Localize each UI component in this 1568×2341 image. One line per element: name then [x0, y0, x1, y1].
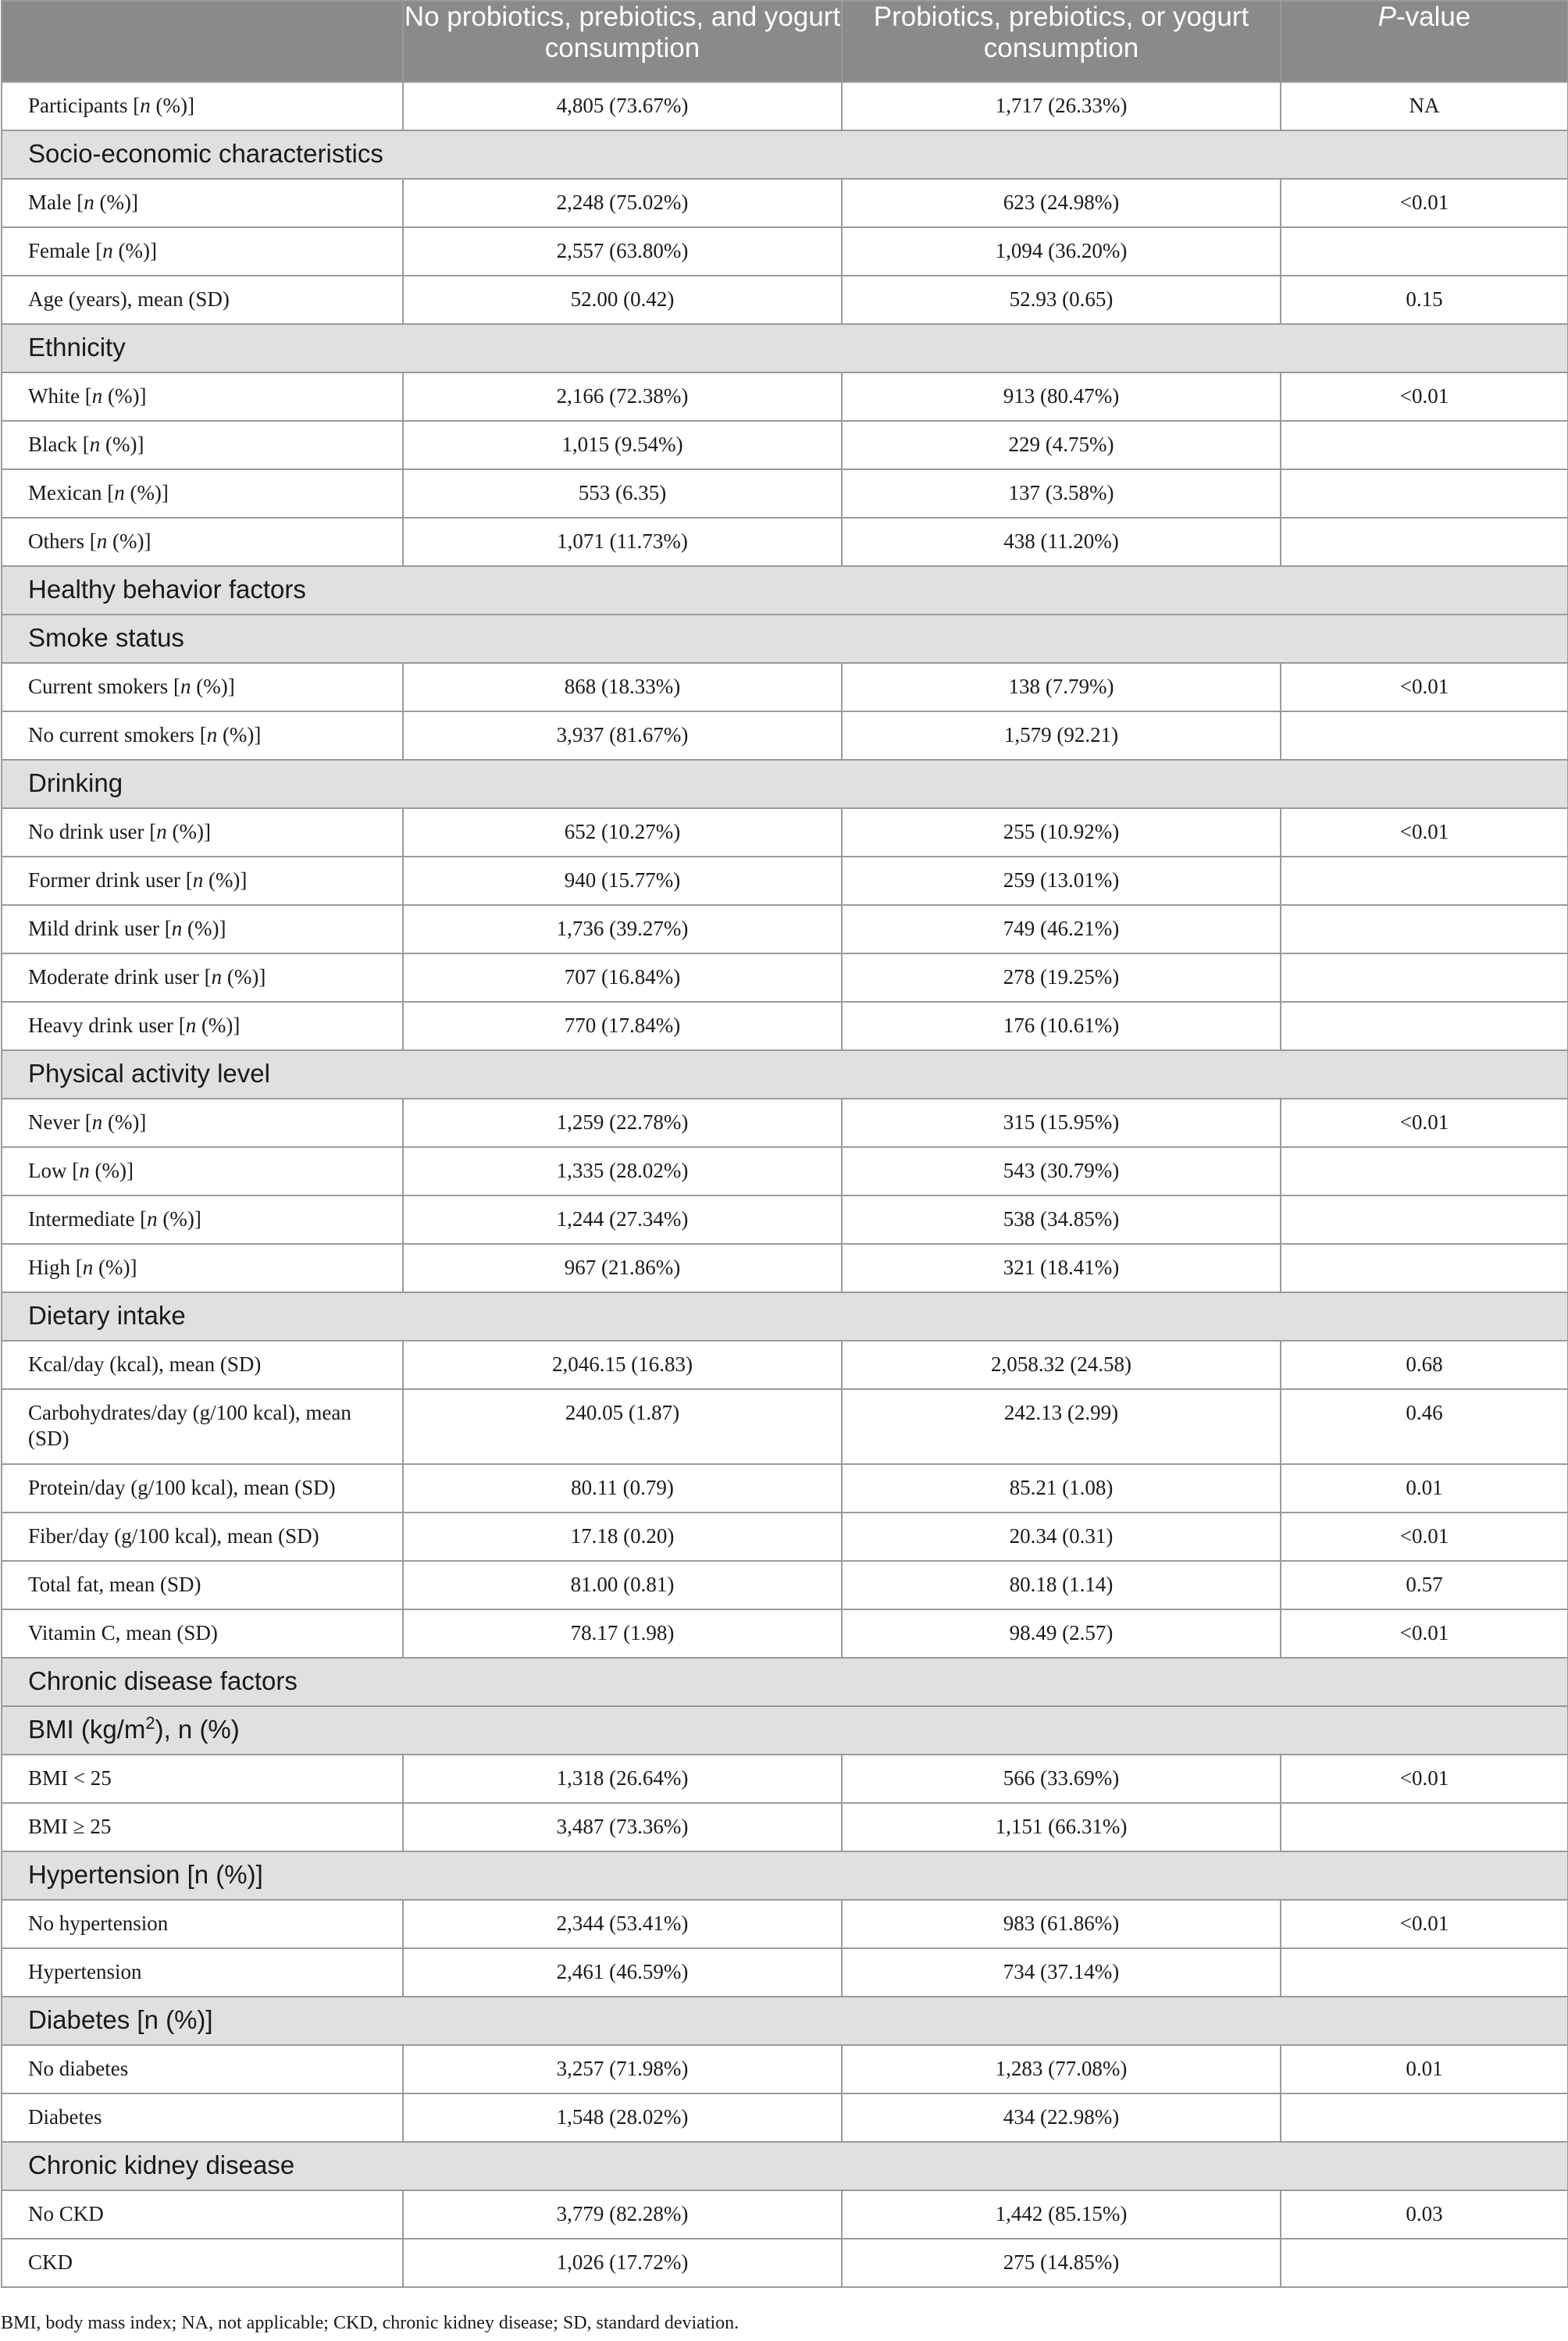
- row-label: Moderate drink user [n (%)]: [2, 953, 403, 1002]
- table-row: [2, 82, 1568, 130]
- table-row: [2, 857, 1568, 905]
- table-row: [2, 1389, 1568, 1464]
- cell-probiotics: 1,151 (66.31%): [842, 1803, 1281, 1851]
- table-row: [2, 1341, 1568, 1389]
- table-footnote: BMI, body mass index; NA, not applicable; CKD, chronic kidney disease; SD, standard deviation.: [1, 2313, 739, 2333]
- table-row: [2, 1195, 1568, 1244]
- cell-probiotics: 20.34 (0.31): [842, 1513, 1281, 1561]
- cell-p-value: [1281, 518, 1568, 566]
- cell-no-probiotics: 4,805 (73.67%): [403, 82, 842, 130]
- cell-p-value: 0.01: [1281, 2045, 1568, 2093]
- cell-probiotics: 176 (10.61%): [842, 1002, 1281, 1050]
- section-heading: Healthy behavior factors: [2, 566, 1568, 615]
- cell-probiotics: 275 (14.85%): [842, 2239, 1281, 2287]
- section-heading: Dietary intake: [2, 1292, 1568, 1341]
- table-row: [2, 1561, 1568, 1609]
- cell-p-value: [1281, 857, 1568, 905]
- cell-p-value: [1281, 953, 1568, 1002]
- cell-no-probiotics: 52.00 (0.42): [403, 276, 842, 324]
- section-heading: BMI $(kg/m^2)$, n (%): [2, 1706, 1568, 1755]
- cell-p-value: <0.01: [1281, 1900, 1568, 1948]
- cell-probiotics: 983 (61.86%): [842, 1900, 1281, 1948]
- row-label: Heavy drink user [n (%)]: [2, 1002, 403, 1050]
- cell-no-probiotics: 707 (16.84%): [403, 953, 842, 1002]
- table-row: [2, 1755, 1568, 1803]
- cell-probiotics: 1,094 (36.20%): [842, 227, 1281, 276]
- section-heading: Physical activity level: [2, 1050, 1568, 1099]
- cell-no-probiotics: 2,344 (53.41%): [403, 1900, 842, 1948]
- cell-no-probiotics: 1,071 (11.73%): [403, 518, 842, 566]
- cell-p-value: [1281, 2239, 1568, 2287]
- table-row: [2, 2045, 1568, 2093]
- row-label: Participants [n (%)]: [2, 82, 403, 130]
- cell-probiotics: 138 (7.79%): [842, 663, 1281, 711]
- cell-p-value: [1281, 905, 1568, 953]
- cell-no-probiotics: 1,259 (22.78%): [403, 1099, 842, 1147]
- table-row: [2, 1147, 1568, 1195]
- cell-no-probiotics: 652 (10.27%): [403, 808, 842, 857]
- cell-no-probiotics: 967 (21.86%): [403, 1244, 842, 1292]
- cell-p-value: [1281, 421, 1568, 469]
- section-row: [2, 1851, 1568, 1900]
- row-label: CKD: [2, 2239, 403, 2287]
- cell-probiotics: 1,442 (85.15%): [842, 2190, 1281, 2239]
- cell-p-value: <0.01: [1281, 1513, 1568, 1561]
- row-label: No current smokers [n (%)]: [2, 711, 403, 760]
- row-label: No hypertension: [2, 1900, 403, 1948]
- cell-probiotics: 1,717 (26.33%): [842, 82, 1281, 130]
- table-row: [2, 663, 1568, 711]
- cell-probiotics: 623 (24.98%): [842, 179, 1281, 227]
- cell-p-value: 0.46: [1281, 1389, 1568, 1464]
- cell-p-value: [1281, 1803, 1568, 1851]
- cell-no-probiotics: 3,779 (82.28%): [403, 2190, 842, 2239]
- header-probiotics: Probiotics, prebiotics, or yogurt consumption: [842, 1, 1281, 82]
- cell-probiotics: 52.93 (0.65): [842, 276, 1281, 324]
- cell-probiotics: 913 (80.47%): [842, 372, 1281, 421]
- table-row: [2, 711, 1568, 760]
- cell-probiotics: 321 (18.41%): [842, 1244, 1281, 1292]
- cell-probiotics: 229 (4.75%): [842, 421, 1281, 469]
- section-row: [2, 1658, 1568, 1706]
- row-label: High [n (%)]: [2, 1244, 403, 1292]
- cell-p-value: 0.15: [1281, 276, 1568, 324]
- table-row: [2, 469, 1568, 518]
- cell-no-probiotics: 81.00 (0.81): [403, 1561, 842, 1609]
- cell-no-probiotics: 3,487 (73.36%): [403, 1803, 842, 1851]
- cell-no-probiotics: 1,244 (27.34%): [403, 1195, 842, 1244]
- cell-no-probiotics: 770 (17.84%): [403, 1002, 842, 1050]
- row-label: Current smokers [n (%)]: [2, 663, 403, 711]
- table-row: [2, 2239, 1568, 2287]
- row-label: No CKD: [2, 2190, 403, 2239]
- section-heading: Chronic disease factors: [2, 1658, 1568, 1706]
- cell-probiotics: 137 (3.58%): [842, 469, 1281, 518]
- cell-probiotics: 566 (33.69%): [842, 1755, 1281, 1803]
- row-label: Mild drink user [n (%)]: [2, 905, 403, 953]
- table-row: [2, 1900, 1568, 1948]
- row-label: Carbohydrates/day (g/100 kcal), mean (SD): [2, 1389, 403, 1464]
- cell-p-value: [1281, 2093, 1568, 2142]
- table-row: [2, 1464, 1568, 1513]
- cell-probiotics: 434 (22.98%): [842, 2093, 1281, 2142]
- cell-no-probiotics: 2,166 (72.38%): [403, 372, 842, 421]
- table-row: [2, 421, 1568, 469]
- row-label: Age (years), mean (SD): [2, 276, 403, 324]
- row-label: Hypertension: [2, 1948, 403, 1997]
- cell-no-probiotics: 240.05 (1.87): [403, 1389, 842, 1464]
- cell-p-value: 0.57: [1281, 1561, 1568, 1609]
- cell-p-value: 0.01: [1281, 1464, 1568, 1513]
- header-row: [2, 1, 1568, 82]
- cell-probiotics: 242.13 (2.99): [842, 1389, 1281, 1464]
- row-label: Low [n (%)]: [2, 1147, 403, 1195]
- table-row: [2, 276, 1568, 324]
- cell-no-probiotics: 1,736 (39.27%): [403, 905, 842, 953]
- row-label: Fiber/day (g/100 kcal), mean (SD): [2, 1513, 403, 1561]
- cell-no-probiotics: 2,248 (75.02%): [403, 179, 842, 227]
- cell-p-value: [1281, 1948, 1568, 1997]
- row-label: Diabetes: [2, 2093, 403, 2142]
- cell-no-probiotics: 1,026 (17.72%): [403, 2239, 842, 2287]
- table-row: [2, 1609, 1568, 1658]
- table-row: [2, 808, 1568, 857]
- cell-p-value: <0.01: [1281, 1609, 1568, 1658]
- cell-probiotics: 734 (37.14%): [842, 1948, 1281, 1997]
- row-label: Mexican [n (%)]: [2, 469, 403, 518]
- table-row: [2, 1244, 1568, 1292]
- cell-p-value: NA: [1281, 82, 1568, 130]
- cell-no-probiotics: 2,557 (63.80%): [403, 227, 842, 276]
- cell-no-probiotics: 1,015 (9.54%): [403, 421, 842, 469]
- header-no-probiotics: No probiotics, prebiotics, and yogurt consumption: [403, 1, 842, 82]
- cell-p-value: <0.01: [1281, 808, 1568, 857]
- row-label: Intermediate [n (%)]: [2, 1195, 403, 1244]
- cell-no-probiotics: 868 (18.33%): [403, 663, 842, 711]
- cell-no-probiotics: 80.11 (0.79): [403, 1464, 842, 1513]
- row-label: Vitamin C, mean (SD): [2, 1609, 403, 1658]
- table-row: [2, 1803, 1568, 1851]
- cell-p-value: 0.68: [1281, 1341, 1568, 1389]
- cell-probiotics: 85.21 (1.08): [842, 1464, 1281, 1513]
- table-row: [2, 2093, 1568, 2142]
- cell-p-value: <0.01: [1281, 1099, 1568, 1147]
- section-row: [2, 566, 1568, 615]
- section-row: [2, 1997, 1568, 2045]
- row-label: BMI < 25: [2, 1755, 403, 1803]
- cell-no-probiotics: 2,461 (46.59%): [403, 1948, 842, 1997]
- cell-no-probiotics: 3,257 (71.98%): [403, 2045, 842, 2093]
- cell-p-value: [1281, 1244, 1568, 1292]
- header-p-italic: P: [1377, 2, 1397, 32]
- section-row: [2, 1292, 1568, 1341]
- section-row: [2, 1706, 1568, 1755]
- row-label: Protein/day (g/100 kcal), mean (SD): [2, 1464, 403, 1513]
- row-label: Former drink user [n (%)]: [2, 857, 403, 905]
- row-label: Total fat, mean (SD): [2, 1561, 403, 1609]
- table-row: [2, 905, 1568, 953]
- cell-no-probiotics: 17.18 (0.20): [403, 1513, 842, 1561]
- table-row: [2, 1002, 1568, 1050]
- section-heading: Smoke status: [2, 615, 1568, 663]
- table-row: [2, 1948, 1568, 1997]
- cell-p-value: 0.03: [1281, 2190, 1568, 2239]
- cell-p-value: [1281, 227, 1568, 276]
- cell-no-probiotics: 1,335 (28.02%): [403, 1147, 842, 1195]
- row-label: Never [n (%)]: [2, 1099, 403, 1147]
- row-label: BMI ≥ 25: [2, 1803, 403, 1851]
- cell-no-probiotics: 2,046.15 (16.83): [403, 1341, 842, 1389]
- section-heading: Drinking: [2, 760, 1568, 808]
- cell-no-probiotics: 940 (15.77%): [403, 857, 842, 905]
- row-label: Male [n (%)]: [2, 179, 403, 227]
- cell-probiotics: 538 (34.85%): [842, 1195, 1281, 1244]
- cell-probiotics: 80.18 (1.14): [842, 1561, 1281, 1609]
- characteristics-table: [1, 0, 1568, 2288]
- cell-p-value: <0.01: [1281, 1755, 1568, 1803]
- table-row: [2, 227, 1568, 276]
- section-row: [2, 760, 1568, 808]
- table-row: [2, 1513, 1568, 1561]
- header-variable: [2, 1, 403, 82]
- cell-no-probiotics: 3,937 (81.67%): [403, 711, 842, 760]
- cell-p-value: <0.01: [1281, 372, 1568, 421]
- cell-probiotics: 1,283 (77.08%): [842, 2045, 1281, 2093]
- cell-probiotics: 749 (46.21%): [842, 905, 1281, 953]
- table-body: [2, 82, 1568, 2287]
- cell-probiotics: 2,058.32 (24.58): [842, 1341, 1281, 1389]
- row-label: Kcal/day (kcal), mean (SD): [2, 1341, 403, 1389]
- section-heading: Diabetes [n (%)]: [2, 1997, 1568, 2045]
- row-label: Black [n (%)]: [2, 421, 403, 469]
- row-label: No diabetes: [2, 2045, 403, 2093]
- cell-probiotics: 438 (11.20%): [842, 518, 1281, 566]
- section-row: [2, 2142, 1568, 2190]
- cell-probiotics: 1,579 (92.21): [842, 711, 1281, 760]
- cell-probiotics: 98.49 (2.57): [842, 1609, 1281, 1658]
- section-row: [2, 324, 1568, 372]
- table-row: [2, 2190, 1568, 2239]
- cell-probiotics: 259 (13.01%): [842, 857, 1281, 905]
- row-label: White [n (%)]: [2, 372, 403, 421]
- cell-p-value: [1281, 1002, 1568, 1050]
- row-label: No drink user [n (%)]: [2, 808, 403, 857]
- table-row: [2, 179, 1568, 227]
- section-row: [2, 130, 1568, 179]
- table-row: [2, 1099, 1568, 1147]
- cell-p-value: [1281, 1147, 1568, 1195]
- cell-probiotics: 255 (10.92%): [842, 808, 1281, 857]
- cell-probiotics: 278 (19.25%): [842, 953, 1281, 1002]
- cell-p-value: [1281, 711, 1568, 760]
- row-label: Female [n (%)]: [2, 227, 403, 276]
- table-row: [2, 518, 1568, 566]
- header-p-value: [1281, 1, 1568, 82]
- cell-p-value: <0.01: [1281, 663, 1568, 711]
- section-heading: Chronic kidney disease: [2, 2142, 1568, 2190]
- cell-probiotics: 315 (15.95%): [842, 1099, 1281, 1147]
- table-row: [2, 953, 1568, 1002]
- cell-no-probiotics: 1,318 (26.64%): [403, 1755, 842, 1803]
- section-heading: Hypertension [n (%)]: [2, 1851, 1568, 1900]
- table-row: [2, 372, 1568, 421]
- cell-no-probiotics: 78.17 (1.98): [403, 1609, 842, 1658]
- row-label: Others [n (%)]: [2, 518, 403, 566]
- cell-p-value: [1281, 1195, 1568, 1244]
- section-row: [2, 615, 1568, 663]
- section-row: [2, 1050, 1568, 1099]
- cell-p-value: [1281, 469, 1568, 518]
- cell-p-value: <0.01: [1281, 179, 1568, 227]
- header-p-rest: -value: [1396, 2, 1471, 32]
- cell-no-probiotics: 1,548 (28.02%): [403, 2093, 842, 2142]
- section-heading: Socio-economic characteristics: [2, 130, 1568, 179]
- section-heading: Ethnicity: [2, 324, 1568, 372]
- table-header: [2, 1, 1568, 82]
- cell-no-probiotics: 553 (6.35): [403, 469, 842, 518]
- cell-probiotics: 543 (30.79%): [842, 1147, 1281, 1195]
